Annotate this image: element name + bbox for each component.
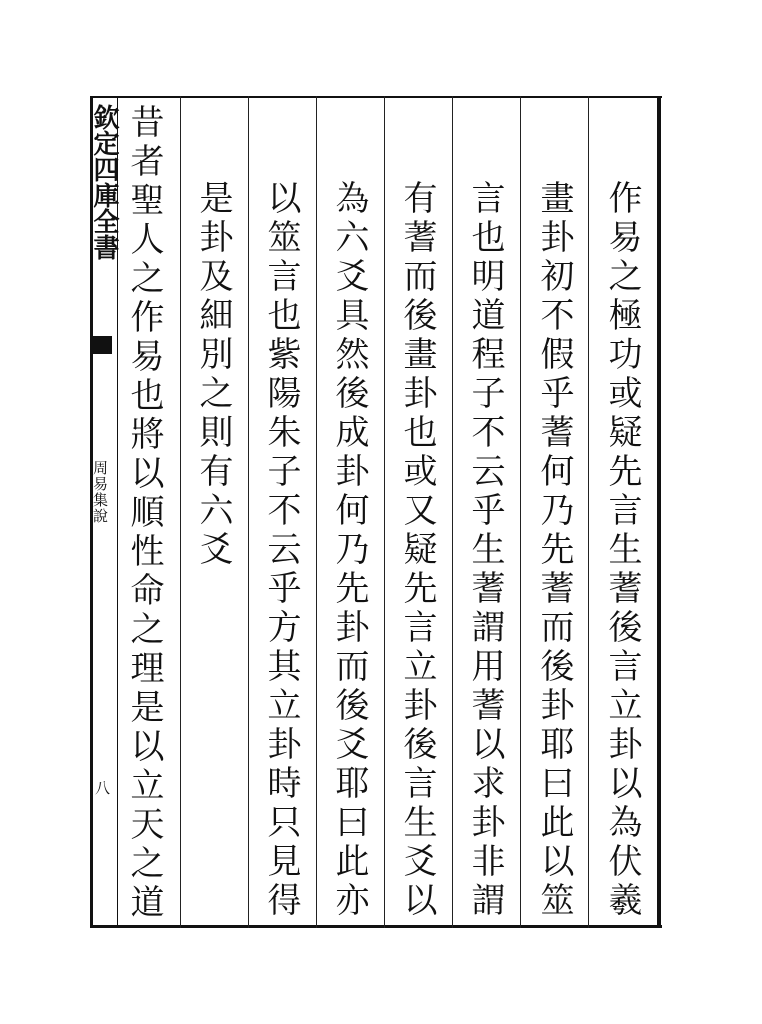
- text-column-3: 言也明道程子不云乎生蓍謂用蓍以求卦非謂: [465, 180, 505, 921]
- column-rule: [316, 96, 317, 928]
- text-column-2: 畫卦初不假乎蓍何乃先蓍而後卦耶曰此以筮: [534, 180, 574, 921]
- column-rule: [180, 96, 181, 928]
- column-rule: [588, 96, 589, 928]
- column-rule: [384, 96, 385, 928]
- text-column-1: 作易之極功或疑先言生蓍後言立卦以為伏羲: [602, 180, 642, 921]
- column-rule: [248, 96, 249, 928]
- fishtail-mark: [92, 336, 112, 354]
- column-rule: [452, 96, 453, 928]
- page-number: 八: [93, 780, 111, 795]
- collection-title: 欽定四庫全書: [89, 104, 119, 260]
- text-column-7: 是卦及細別之則有六爻: [193, 180, 233, 570]
- frame-right-border: [657, 96, 661, 928]
- text-column-6: 以筮言也紫陽朱子不云乎方其立卦時只見得: [261, 180, 301, 921]
- book-title: 周易集說: [91, 460, 109, 524]
- page-frame: [90, 96, 662, 928]
- text-column-4: 有蓍而後畫卦也或又疑先言立卦後言生爻以: [397, 180, 437, 921]
- column-rule: [520, 96, 521, 928]
- text-column-5: 為六爻具然後成卦何乃先卦而後爻耶曰此亦: [329, 180, 369, 921]
- text-column-8: 昔者聖人之作易也將以順性命之理是以立天之道: [124, 104, 164, 923]
